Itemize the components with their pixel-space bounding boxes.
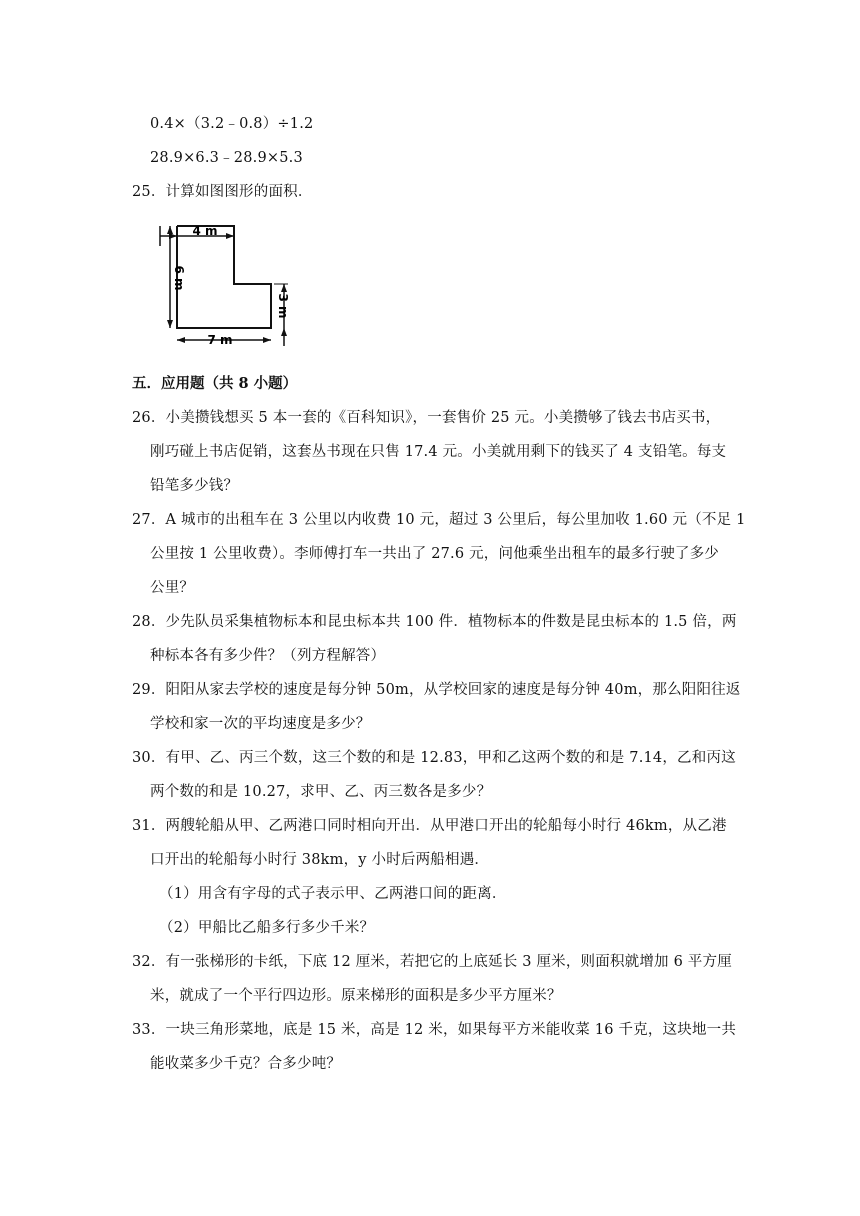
- q31-line-4: （2）甲船比乙船多行多少千米？: [159, 920, 375, 936]
- q27-line-3: 公里？: [150, 580, 195, 596]
- label-right: 3 m: [276, 293, 290, 319]
- q32-line-2: 米，就成了一个平行四边形。原来梯形的面积是多少平方厘米？: [150, 988, 562, 1004]
- question-25: 25．计算如图图形的面积．: [132, 184, 313, 200]
- q33-line-1: 33．一块三角形菜地，底是 15 米，高是 12 米，如果每平方米能收菜 16 千克，这块地一共: [132, 1022, 737, 1038]
- q31-line-2: 口开出的轮船每小时行 38km，y 小时后两船相遇．: [150, 852, 490, 868]
- l-shape-figure: [150, 218, 300, 354]
- q29-line-1: 29．阳阳从家去学校的速度是每分钟 50m，从学校回家的速度是每分钟 40m，那么阳阳往返: [132, 682, 741, 698]
- figure-outline: [177, 226, 271, 328]
- q33-line-2: 能收菜多少千克？合多少吨？: [150, 1056, 342, 1072]
- q29-line-2: 学校和家一次的平均速度是多少？: [150, 716, 371, 732]
- calc-line-1: 0.4×（3.2﹣0.8）÷1.2: [150, 116, 314, 132]
- q30-line-2: 两个数的和是 10.27，求甲、乙、丙三数各是多少？: [150, 784, 492, 800]
- q26-line-3: 铅笔多少钱？: [150, 478, 239, 494]
- q31-line-1: 31．两艘轮船从甲、乙两港口同时相向开出．从甲港口开出的轮船每小时行 46km，从乙港: [132, 818, 727, 834]
- q27-line-1: 27．A 城市的出租车在 3 公里以内收费 10 元，超过 3 公里后，每公里加收 1.60 元（不足 1: [132, 512, 746, 528]
- q32-line-1: 32．有一张梯形的卡纸，下底 12 厘米，若把它的上底延长 3 厘米，则面积就增加 6 平方厘: [132, 954, 732, 970]
- q28-line-2: 种标本各有多少件？（列方程解答）: [150, 648, 386, 664]
- q26-line-2: 刚巧碰上书店促销，这套丛书现在只售 17.4 元。小美就用剩下的钱买了 4 支铅笔。每支: [150, 444, 727, 460]
- label-top: 4 m: [192, 224, 218, 238]
- q28-line-1: 28．少先队员采集植物标本和昆虫标本共 100 件．植物标本的件数是昆虫标本的 1.5 倍，两: [132, 614, 737, 630]
- q26-line-1: 26．小美攒钱想买 5 本一套的《百科知识》，一套售价 25 元。小美攒够了钱去书店买书，: [132, 410, 721, 426]
- q31-line-3: （1）用含有字母的式子表示甲、乙两港口间的距离．: [159, 886, 507, 902]
- label-bottom: 7 m: [207, 333, 233, 347]
- calc-line-2: 28.9×6.3﹣28.9×5.3: [150, 150, 303, 166]
- q27-line-2: 公里按 1 公里收费）。李师傅打车一共出了 27.6 元，问他乘坐出租车的最多行驶了多少: [150, 546, 719, 562]
- q30-line-1: 30．有甲、乙、丙三个数，这三个数的和是 12.83，甲和乙这两个数的和是 7.14，乙和丙这: [132, 750, 736, 766]
- section-title: 五．应用题（共 8 小题）: [132, 375, 298, 392]
- label-left: 6 m: [172, 265, 186, 291]
